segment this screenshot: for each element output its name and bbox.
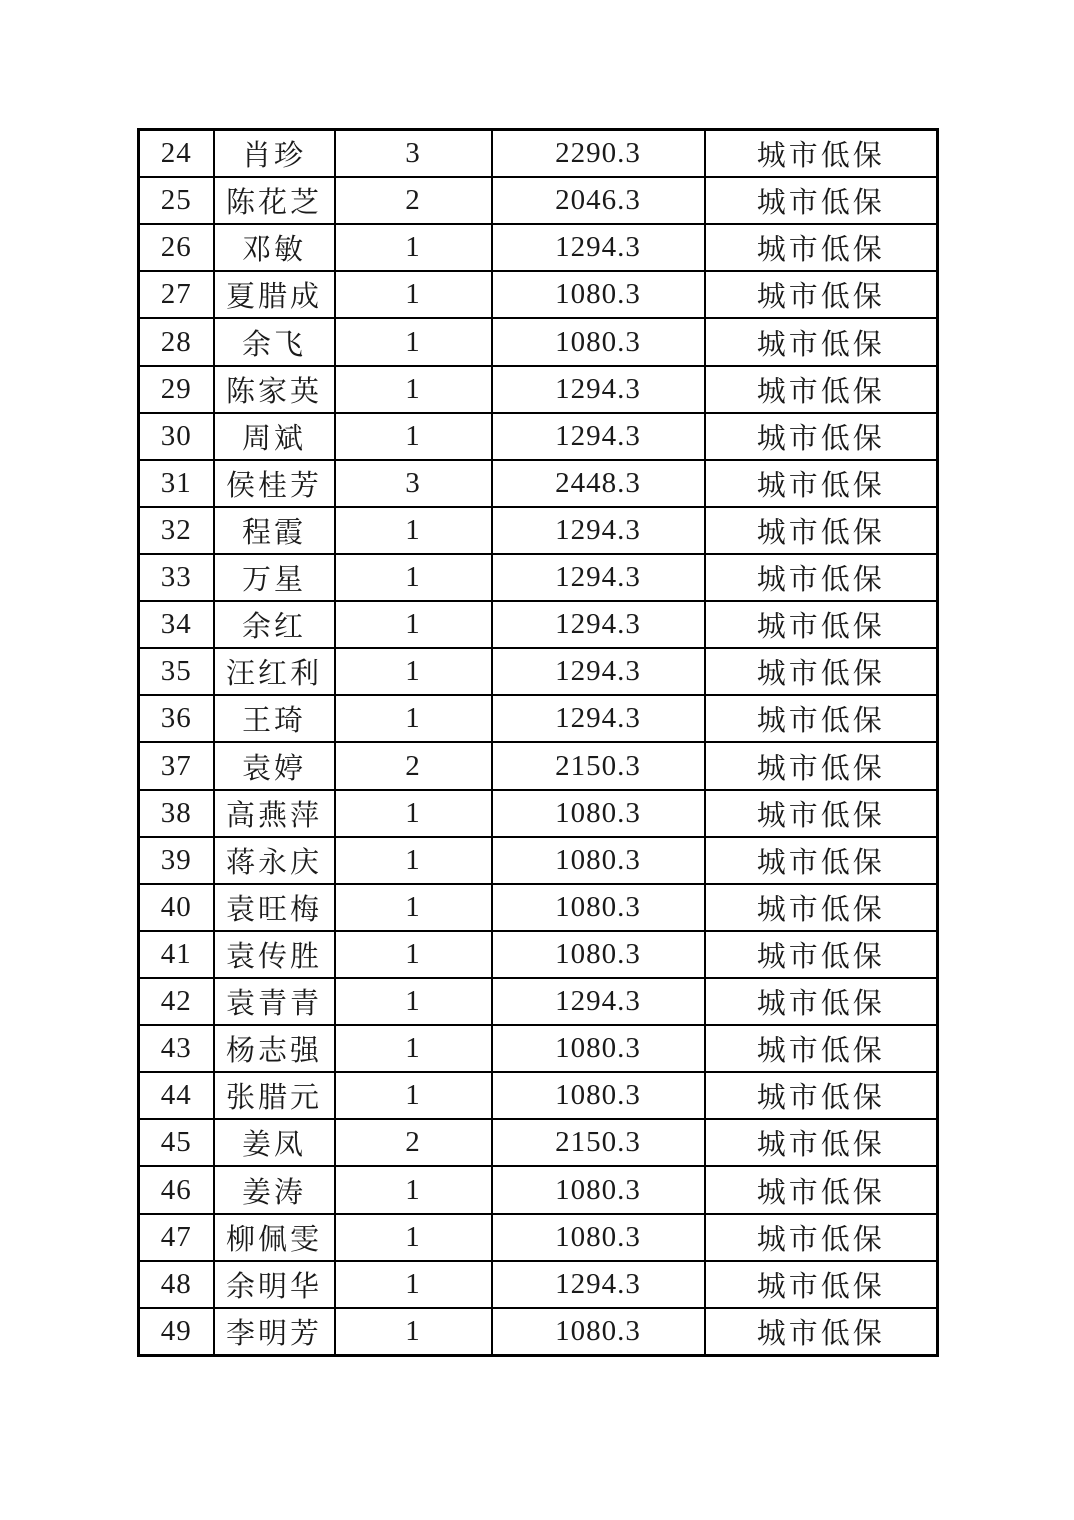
table-row bbox=[139, 271, 938, 318]
cell-count: 1 bbox=[335, 931, 492, 978]
cell-no: 41 bbox=[139, 931, 214, 978]
table-row bbox=[139, 1025, 938, 1072]
cell-category: 城市低保 bbox=[705, 931, 938, 978]
cell-amount: 1080.3 bbox=[492, 884, 705, 931]
cell-name: 邓敏 bbox=[214, 224, 335, 271]
cell-count: 2 bbox=[335, 177, 492, 224]
cell-amount: 1294.3 bbox=[492, 978, 705, 1025]
cell-count: 1 bbox=[335, 1308, 492, 1356]
cell-name: 余红 bbox=[214, 601, 335, 648]
cell-name: 周斌 bbox=[214, 413, 335, 460]
cell-no: 33 bbox=[139, 554, 214, 601]
cell-category: 城市低保 bbox=[705, 1119, 938, 1166]
cell-name: 袁旺梅 bbox=[214, 884, 335, 931]
cell-category: 城市低保 bbox=[705, 1072, 938, 1119]
cell-no: 25 bbox=[139, 177, 214, 224]
cell-count: 1 bbox=[335, 978, 492, 1025]
cell-no: 32 bbox=[139, 507, 214, 554]
table-row bbox=[139, 1072, 938, 1119]
table-row bbox=[139, 318, 938, 365]
table-row bbox=[139, 554, 938, 601]
cell-amount: 1294.3 bbox=[492, 224, 705, 271]
cell-count: 1 bbox=[335, 601, 492, 648]
cell-count: 1 bbox=[335, 318, 492, 365]
table-row bbox=[139, 978, 938, 1025]
cell-no: 37 bbox=[139, 742, 214, 789]
cell-count: 1 bbox=[335, 695, 492, 742]
cell-category: 城市低保 bbox=[705, 507, 938, 554]
cell-category: 城市低保 bbox=[705, 837, 938, 884]
cell-no: 42 bbox=[139, 978, 214, 1025]
table-row bbox=[139, 742, 938, 789]
cell-no: 40 bbox=[139, 884, 214, 931]
cell-name: 袁青青 bbox=[214, 978, 335, 1025]
cell-count: 1 bbox=[335, 1166, 492, 1213]
cell-count: 1 bbox=[335, 507, 492, 554]
cell-name: 肖珍 bbox=[214, 130, 335, 178]
cell-amount: 1080.3 bbox=[492, 271, 705, 318]
cell-category: 城市低保 bbox=[705, 413, 938, 460]
cell-no: 31 bbox=[139, 460, 214, 507]
cell-amount: 1080.3 bbox=[492, 837, 705, 884]
cell-count: 3 bbox=[335, 130, 492, 178]
cell-category: 城市低保 bbox=[705, 790, 938, 837]
cell-name: 高燕萍 bbox=[214, 790, 335, 837]
table-row bbox=[139, 1119, 938, 1166]
cell-name: 袁婷 bbox=[214, 742, 335, 789]
cell-no: 48 bbox=[139, 1261, 214, 1308]
cell-no: 24 bbox=[139, 130, 214, 178]
cell-category: 城市低保 bbox=[705, 460, 938, 507]
cell-category: 城市低保 bbox=[705, 648, 938, 695]
cell-category: 城市低保 bbox=[705, 1025, 938, 1072]
cell-amount: 2046.3 bbox=[492, 177, 705, 224]
cell-name: 姜涛 bbox=[214, 1166, 335, 1213]
cell-amount: 1080.3 bbox=[492, 1025, 705, 1072]
cell-no: 46 bbox=[139, 1166, 214, 1213]
table-row bbox=[139, 1308, 938, 1356]
cell-amount: 1080.3 bbox=[492, 1214, 705, 1261]
cell-category: 城市低保 bbox=[705, 1308, 938, 1356]
cell-count: 1 bbox=[335, 224, 492, 271]
cell-no: 35 bbox=[139, 648, 214, 695]
cell-count: 1 bbox=[335, 554, 492, 601]
cell-count: 3 bbox=[335, 460, 492, 507]
cell-no: 29 bbox=[139, 366, 214, 413]
cell-no: 45 bbox=[139, 1119, 214, 1166]
cell-name: 蒋永庆 bbox=[214, 837, 335, 884]
table-row bbox=[139, 507, 938, 554]
cell-count: 1 bbox=[335, 271, 492, 318]
cell-amount: 1080.3 bbox=[492, 1072, 705, 1119]
cell-category: 城市低保 bbox=[705, 554, 938, 601]
cell-amount: 1080.3 bbox=[492, 790, 705, 837]
cell-category: 城市低保 bbox=[705, 1166, 938, 1213]
cell-amount: 1080.3 bbox=[492, 931, 705, 978]
cell-name: 杨志强 bbox=[214, 1025, 335, 1072]
cell-category: 城市低保 bbox=[705, 366, 938, 413]
cell-no: 44 bbox=[139, 1072, 214, 1119]
table-row bbox=[139, 130, 938, 178]
cell-amount: 1294.3 bbox=[492, 695, 705, 742]
cell-count: 1 bbox=[335, 366, 492, 413]
cell-count: 1 bbox=[335, 884, 492, 931]
cell-amount: 1294.3 bbox=[492, 366, 705, 413]
cell-no: 28 bbox=[139, 318, 214, 365]
cell-count: 1 bbox=[335, 837, 492, 884]
cell-amount: 1294.3 bbox=[492, 554, 705, 601]
cell-category: 城市低保 bbox=[705, 695, 938, 742]
cell-amount: 1294.3 bbox=[492, 601, 705, 648]
cell-name: 张腊元 bbox=[214, 1072, 335, 1119]
table-row bbox=[139, 790, 938, 837]
cell-amount: 1080.3 bbox=[492, 1166, 705, 1213]
table-row bbox=[139, 837, 938, 884]
cell-amount: 1294.3 bbox=[492, 507, 705, 554]
cell-no: 38 bbox=[139, 790, 214, 837]
table-row bbox=[139, 460, 938, 507]
table-row bbox=[139, 695, 938, 742]
cell-name: 余飞 bbox=[214, 318, 335, 365]
cell-no: 26 bbox=[139, 224, 214, 271]
welfare-table-body bbox=[139, 130, 938, 1356]
welfare-recipient-table bbox=[137, 128, 939, 1357]
cell-name: 万星 bbox=[214, 554, 335, 601]
cell-category: 城市低保 bbox=[705, 318, 938, 365]
cell-name: 李明芳 bbox=[214, 1308, 335, 1356]
cell-count: 1 bbox=[335, 1261, 492, 1308]
cell-no: 47 bbox=[139, 1214, 214, 1261]
cell-amount: 1080.3 bbox=[492, 318, 705, 365]
cell-count: 1 bbox=[335, 648, 492, 695]
table-row bbox=[139, 413, 938, 460]
cell-name: 柳佩雯 bbox=[214, 1214, 335, 1261]
cell-name: 王琦 bbox=[214, 695, 335, 742]
cell-count: 1 bbox=[335, 1214, 492, 1261]
cell-no: 30 bbox=[139, 413, 214, 460]
cell-no: 27 bbox=[139, 271, 214, 318]
cell-category: 城市低保 bbox=[705, 1214, 938, 1261]
cell-no: 49 bbox=[139, 1308, 214, 1356]
cell-amount: 1294.3 bbox=[492, 648, 705, 695]
table-row bbox=[139, 1166, 938, 1213]
table-row bbox=[139, 366, 938, 413]
cell-count: 1 bbox=[335, 413, 492, 460]
cell-no: 34 bbox=[139, 601, 214, 648]
cell-name: 余明华 bbox=[214, 1261, 335, 1308]
cell-amount: 2448.3 bbox=[492, 460, 705, 507]
table-row bbox=[139, 224, 938, 271]
cell-no: 39 bbox=[139, 837, 214, 884]
cell-name: 陈花芝 bbox=[214, 177, 335, 224]
cell-amount: 1294.3 bbox=[492, 1261, 705, 1308]
cell-category: 城市低保 bbox=[705, 271, 938, 318]
table-row bbox=[139, 1214, 938, 1261]
cell-name: 袁传胜 bbox=[214, 931, 335, 978]
cell-category: 城市低保 bbox=[705, 884, 938, 931]
table-row bbox=[139, 648, 938, 695]
table-row bbox=[139, 1261, 938, 1308]
table-row bbox=[139, 931, 938, 978]
cell-amount: 1080.3 bbox=[492, 1308, 705, 1356]
cell-category: 城市低保 bbox=[705, 742, 938, 789]
table-row bbox=[139, 601, 938, 648]
cell-count: 1 bbox=[335, 1025, 492, 1072]
cell-amount: 1294.3 bbox=[492, 413, 705, 460]
cell-category: 城市低保 bbox=[705, 1261, 938, 1308]
table-row bbox=[139, 884, 938, 931]
cell-count: 1 bbox=[335, 790, 492, 837]
cell-category: 城市低保 bbox=[705, 177, 938, 224]
cell-amount: 2150.3 bbox=[492, 1119, 705, 1166]
cell-name: 陈家英 bbox=[214, 366, 335, 413]
cell-name: 姜凤 bbox=[214, 1119, 335, 1166]
cell-name: 程霞 bbox=[214, 507, 335, 554]
cell-no: 36 bbox=[139, 695, 214, 742]
cell-name: 侯桂芳 bbox=[214, 460, 335, 507]
cell-name: 汪红利 bbox=[214, 648, 335, 695]
cell-category: 城市低保 bbox=[705, 224, 938, 271]
cell-count: 1 bbox=[335, 1072, 492, 1119]
cell-category: 城市低保 bbox=[705, 978, 938, 1025]
cell-name: 夏腊成 bbox=[214, 271, 335, 318]
cell-amount: 2290.3 bbox=[492, 130, 705, 178]
cell-no: 43 bbox=[139, 1025, 214, 1072]
cell-amount: 2150.3 bbox=[492, 742, 705, 789]
cell-count: 2 bbox=[335, 1119, 492, 1166]
cell-count: 2 bbox=[335, 742, 492, 789]
table-row bbox=[139, 177, 938, 224]
cell-category: 城市低保 bbox=[705, 601, 938, 648]
cell-category: 城市低保 bbox=[705, 130, 938, 178]
